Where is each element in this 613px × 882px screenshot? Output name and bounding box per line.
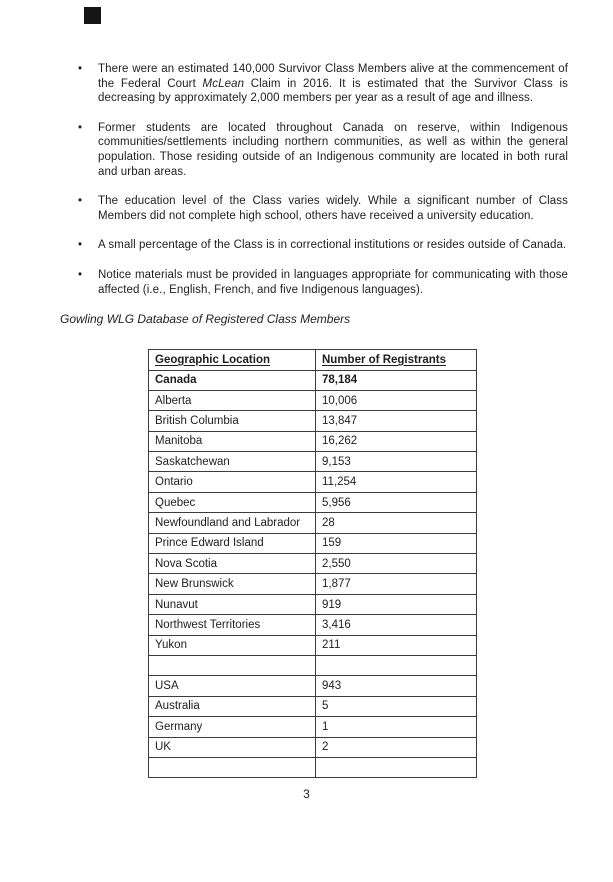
- cell-registrants: 5,956: [316, 492, 477, 512]
- bullet-text: [98, 62, 568, 106]
- table-row: [149, 492, 477, 512]
- cell-location: Canada: [149, 370, 316, 390]
- table-header-row: [149, 350, 477, 370]
- cell-location: Germany: [149, 717, 316, 737]
- bullet-item: [0, 194, 613, 223]
- cell-registrants: 1: [316, 717, 477, 737]
- column-header-geographic-location: Geographic Location: [149, 350, 316, 370]
- cell-location: [149, 757, 316, 777]
- cell-location: Prince Edward Island: [149, 533, 316, 553]
- cell-registrants: [316, 757, 477, 777]
- table-row: [149, 411, 477, 431]
- bullet-text-italic-segment: McLean: [202, 77, 245, 90]
- cell-registrants: 5: [316, 696, 477, 716]
- table-row: [149, 594, 477, 614]
- cell-location: [149, 655, 316, 675]
- cell-registrants: 2: [316, 737, 477, 757]
- bullet-item: [0, 238, 613, 253]
- cell-registrants: 78,184: [316, 370, 477, 390]
- cell-registrants: 159: [316, 533, 477, 553]
- cell-registrants: 2,550: [316, 554, 477, 574]
- table-row: [149, 370, 477, 390]
- bullet-text: The education level of the Class varies widely. While a significant number of Class Members did not complete high school, others have received a university education.: [98, 195, 568, 222]
- table-row: [149, 737, 477, 757]
- table-row: [149, 615, 477, 635]
- cell-registrants: 16,262: [316, 431, 477, 451]
- table-row: [149, 513, 477, 533]
- section-heading: Gowling WLG Database of Registered Class Members: [60, 312, 351, 327]
- table-row: [149, 452, 477, 472]
- table-row: [149, 676, 477, 696]
- cell-registrants: 3,416: [316, 615, 477, 635]
- table-row: [149, 390, 477, 410]
- page-number: 3: [303, 787, 310, 802]
- cell-registrants: 9,153: [316, 452, 477, 472]
- table-row-empty: [149, 655, 477, 675]
- table-row: [149, 533, 477, 553]
- cell-location: Nunavut: [149, 594, 316, 614]
- cell-registrants: 11,254: [316, 472, 477, 492]
- cell-registrants: 13,847: [316, 411, 477, 431]
- cell-location: Ontario: [149, 472, 316, 492]
- bullet-icon: •: [78, 195, 83, 208]
- cell-location: Alberta: [149, 390, 316, 410]
- table-row: [149, 696, 477, 716]
- bullet-text: A small percentage of the Class is in correctional institutions or resides outside of Canada.: [98, 239, 567, 252]
- bullet-text-segment: There were an estimated 140,000 Survivor Class Members alive at the commencement of the Federal Court: [98, 63, 568, 90]
- table-row: [149, 717, 477, 737]
- cell-location: USA: [149, 676, 316, 696]
- table-row: [149, 574, 477, 594]
- bullet-text-segment: Claim in 2016. It is estimated that the Survivor Class is decreasing by approximately 2,000 members per year as a result of age and illness.: [98, 77, 568, 105]
- cell-registrants: 28: [316, 513, 477, 533]
- cell-location: Saskatchewan: [149, 452, 316, 472]
- column-header-number-of-registrants: Number of Registrants: [316, 350, 477, 370]
- table-row: [149, 472, 477, 492]
- cell-location: Yukon: [149, 635, 316, 655]
- cell-location: Newfoundland and Labrador: [149, 513, 316, 533]
- bullet-item: [0, 268, 613, 297]
- cell-location: British Columbia: [149, 411, 316, 431]
- bullet-text: Notice materials must be provided in languages appropriate for communicating with those affected (i.e., English, French, and five Indigenous languages).: [98, 268, 568, 296]
- cell-location: New Brunswick: [149, 574, 316, 594]
- bullet-text: Former students are located throughout Canada on reserve, within Indigenous communities/settlements including northern communities, as well as within the general population. Those residing outside of an Indigenous community are located in both rural and urban areas.: [98, 121, 568, 178]
- bullet-icon: •: [78, 121, 83, 134]
- cell-registrants: 10,006: [316, 390, 477, 410]
- cell-registrants: 943: [316, 676, 477, 696]
- table-row-empty: [149, 757, 477, 777]
- cell-location: Northwest Territories: [149, 615, 316, 635]
- cell-location: Manitoba: [149, 431, 316, 451]
- cell-location: Nova Scotia: [149, 554, 316, 574]
- cell-registrants: 1,877: [316, 574, 477, 594]
- cell-location: Quebec: [149, 492, 316, 512]
- table-row: [149, 635, 477, 655]
- bullet-icon: •: [78, 63, 83, 75]
- cell-location: UK: [149, 737, 316, 757]
- cell-registrants: 919: [316, 594, 477, 614]
- cell-registrants: 211: [316, 635, 477, 655]
- bullet-item: [0, 62, 613, 106]
- bullet-icon: •: [78, 239, 83, 252]
- table-row: [149, 431, 477, 451]
- table-row: [149, 554, 477, 574]
- cell-location: Australia: [149, 696, 316, 716]
- scan-artifact-mark: [84, 7, 101, 24]
- bullet-item: [0, 121, 613, 179]
- registrants-table: [148, 349, 477, 778]
- bullet-icon: •: [78, 268, 83, 281]
- cell-registrants: [316, 655, 477, 675]
